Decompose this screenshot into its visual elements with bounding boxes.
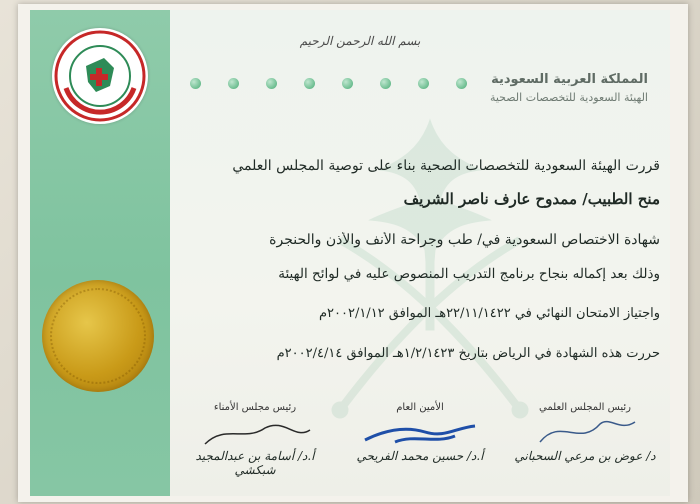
- signatory-scientific-council: [510, 402, 660, 463]
- dot: [342, 78, 353, 89]
- exam-date-line: واجتياز الامتحان النهائي في ٢٢/١١/١٤٢٢هـ الموافق ٢٠٠٢/١/١٢م: [318, 306, 660, 321]
- signatories: [180, 402, 660, 492]
- dot: [380, 78, 391, 89]
- signature-mark: [355, 412, 485, 452]
- signature-mark: [190, 412, 320, 452]
- decorative-dots: [190, 74, 490, 94]
- scfhs-logo: [52, 28, 148, 124]
- certificate: [30, 10, 670, 496]
- dot: [228, 78, 239, 89]
- gold-seal: [42, 280, 154, 392]
- training-line: وذلك بعد إكماله بنجاح برنامج التدريب المنصوص عليه في لوائح الهيئة: [278, 266, 660, 282]
- dot: [418, 78, 429, 89]
- issuer-header: [490, 72, 648, 104]
- signatory-title: رئيس المجلس العلمي: [539, 402, 631, 413]
- specialty-line: شهادة الاختصاص السعودية في/ طب وجراحة الأنف والأذن والحنجرة: [269, 232, 660, 248]
- signatory-secretary-general: [345, 402, 495, 463]
- kingdom-title: المملكة العربية السعودية: [491, 72, 648, 87]
- basmala: بسم الله الرحمن الرحيم: [299, 34, 421, 48]
- decision-line: قررت الهيئة السعودية للتخصصات الصحية بناء على توصية المجلس العلمي: [232, 158, 660, 174]
- dot: [304, 78, 315, 89]
- signatory-title: رئيس مجلس الأمناء: [213, 402, 297, 413]
- commission-title: الهيئة السعودية للتخصصات الصحية: [489, 91, 648, 104]
- signatory-name: د/ عوض بن مرعي السحباني: [514, 449, 656, 463]
- signatory-name: أ.د/ حسين محمد الفريحي: [356, 449, 484, 463]
- signatory-title: الأمين العام: [396, 402, 444, 413]
- signature-mark: [520, 412, 650, 452]
- dot: [456, 78, 467, 89]
- recipient-line: منح الطبيب/ ممدوح عارف ناصر الشريف: [403, 190, 660, 208]
- signatory-board-chairman: [180, 402, 330, 477]
- dot: [190, 78, 201, 89]
- signatory-name: أ.د/ أسامة بن عبدالمجيد شبكشي: [195, 449, 315, 477]
- issue-date-line: حررت هذه الشهادة في الرياض بتاريخ ١/٢/١٤٢٣هـ الموافق ٢٠٠٢/٤/١٤م: [276, 346, 660, 361]
- dot: [266, 78, 277, 89]
